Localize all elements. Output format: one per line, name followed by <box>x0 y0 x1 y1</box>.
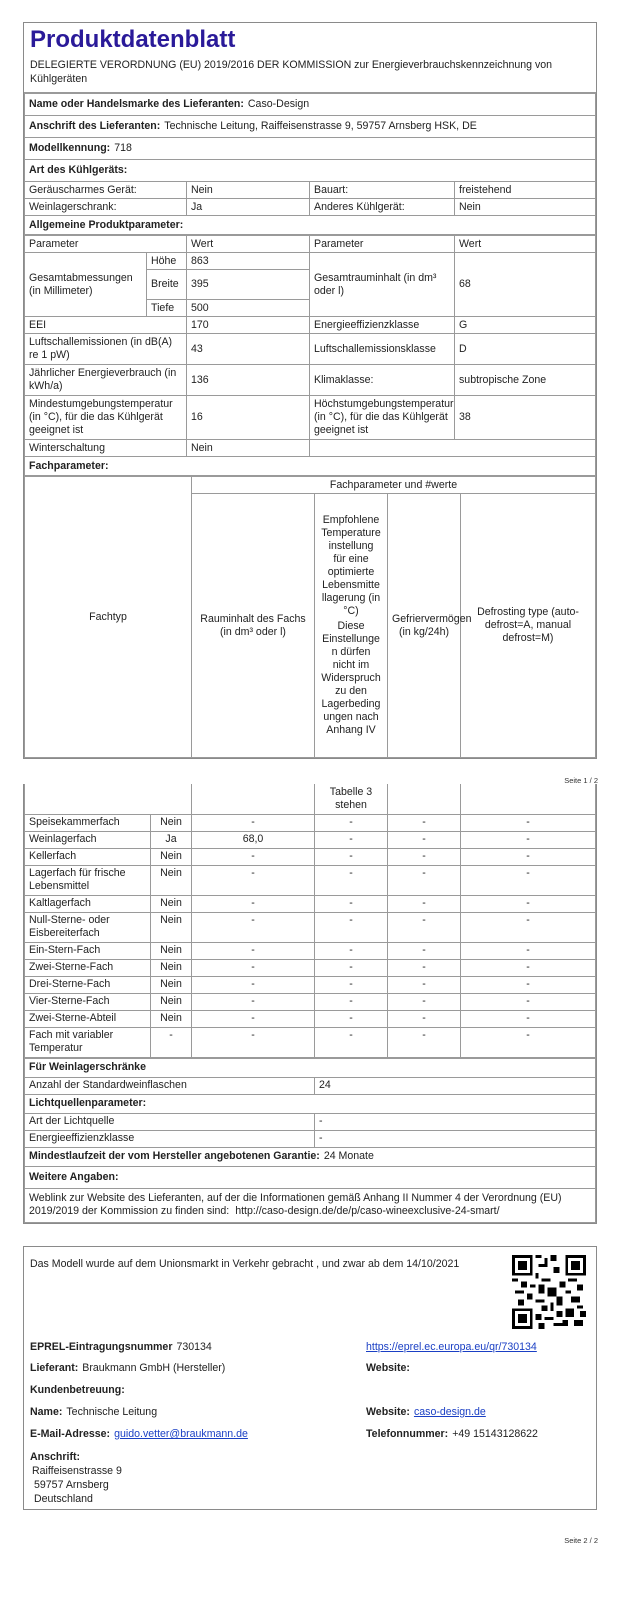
table-row <box>25 1010 596 1027</box>
compartment-name: Ein-Stern-Fach <box>25 942 151 959</box>
compartment-volume: - <box>192 848 315 865</box>
table-row <box>25 814 596 831</box>
group-header: Fachparameter und #werte <box>192 477 596 494</box>
compartment-volume: 68,0 <box>192 831 315 848</box>
depth-label: Tiefe <box>147 300 187 317</box>
light-class-label: Energieeffizienzklasse <box>25 1130 315 1147</box>
compartment-name: Speisekammerfach <box>25 814 151 831</box>
compartment-volume: - <box>192 942 315 959</box>
width-label: Breite <box>147 270 187 300</box>
compartment-defrost: - <box>461 895 596 912</box>
compartment-name: Zwei-Sterne-Fach <box>25 959 151 976</box>
volume-header: Rauminhalt des Fachs (in dm³ oder l) <box>192 494 315 758</box>
wine-heading: Für Weinlagerschränke <box>25 1058 596 1077</box>
wine-label: Weinlagerschrank: <box>25 199 187 216</box>
min-temp-value: 16 <box>187 396 310 440</box>
low-noise-label: Geräuscharmes Gerät: <box>25 182 187 199</box>
table-row <box>25 865 596 895</box>
compartment-temp: - <box>315 912 388 942</box>
compartment-temp: - <box>315 865 388 895</box>
regulation-text: DELEGIERTE VERORDNUNG (EU) 2019/2016 DER KOMMISSION zur Energieverbrauchskennzeichnung von Kühlgeräten <box>30 59 553 85</box>
light-heading: Lichtquellenparameter: <box>25 1094 596 1113</box>
compartment-freeze: - <box>388 1027 461 1057</box>
climate-label: Klimaklasse: <box>310 365 455 396</box>
freeze-header: Gefriervermögen (in kg/24h) <box>388 494 461 758</box>
address-line-2: 59757 Arnsberg <box>34 1479 109 1491</box>
compartment-volume: - <box>192 895 315 912</box>
compartment-freeze: - <box>388 865 461 895</box>
compartment-volume: - <box>192 912 315 942</box>
compartment-header-table <box>24 476 596 758</box>
compartment-temp: - <box>315 959 388 976</box>
dims-label: Gesamtabmessungen (in Millimeter) <box>25 253 147 317</box>
compartment-volume: - <box>192 814 315 831</box>
compartment-freeze: - <box>388 848 461 865</box>
further-text-cell <box>25 1188 596 1222</box>
service-heading: Kundenbetreuung: <box>30 1384 125 1396</box>
compartment-present: Nein <box>151 993 192 1010</box>
contact-website-link[interactable]: caso-design.de <box>413 1406 486 1418</box>
compartment-present: - <box>151 1027 192 1057</box>
compartment-present: Nein <box>151 865 192 895</box>
qr-code-icon[interactable] <box>512 1255 586 1329</box>
eclass-value: G <box>455 317 596 334</box>
compartment-defrost: - <box>461 942 596 959</box>
market-text: Das Modell wurde auf dem Unionsmarkt in Verkehr gebracht , und zwar ab dem 14/10/2021 <box>30 1258 460 1270</box>
max-temp-label: Höchstumgebungstemperatur (in °C), für die das Kühlgerät geeignet ist <box>310 396 455 440</box>
winter-label: Winterschaltung <box>25 440 187 457</box>
min-temp-label: Mindestumgebungstemperatur (in °C), für die das Kühlgerät geeignet ist <box>25 396 187 440</box>
compartment-freeze: - <box>388 895 461 912</box>
further-heading: Weitere Angaben: <box>25 1166 596 1188</box>
design-value: freistehend <box>455 182 596 199</box>
further-text: Weblink zur Website des Lieferanten, auf der die Informationen gemäß Anhang II Nummer 4 der Verordnung (EU) 2019/2019 der Kommission zu finden sind: <box>29 1192 562 1217</box>
compartment-volume: - <box>192 1027 315 1057</box>
compartment-volume: - <box>192 959 315 976</box>
height-value: 863 <box>187 253 310 270</box>
max-temp-value: 38 <box>455 396 596 440</box>
table-row <box>25 1027 596 1057</box>
col-param-2: Parameter <box>310 236 455 253</box>
compartment-defrost: - <box>461 976 596 993</box>
annual-value: 136 <box>187 365 310 396</box>
supplier-row: Name oder Handelsmarke des Lieferanten: Caso-Design <box>25 94 596 116</box>
type-header: Fachtyp <box>25 477 192 758</box>
compartment-defrost: - <box>461 831 596 848</box>
temp-header-cont: Tabelle 3 stehen <box>315 784 388 814</box>
compartment-name: Lagerfach für frische Lebensmittel <box>25 865 151 895</box>
compartment-temp: - <box>315 976 388 993</box>
compartment-volume: - <box>192 1010 315 1027</box>
eei-value: 170 <box>187 317 310 334</box>
eprel-supplier-row: Lieferant: Braukmann GmbH (Hersteller) <box>30 1362 226 1374</box>
compartment-temp: - <box>315 942 388 959</box>
annual-label: Jährlicher Energieverbrauch (in kWh/a) <box>25 365 187 396</box>
warranty-row: Mindestlaufzeit der vom Hersteller angebotenen Garantie: 24 Monate <box>25 1147 596 1166</box>
contact-name-row: Name: Technische Leitung <box>30 1406 158 1418</box>
compartment-name: Fach mit variabler Temperatur <box>25 1027 151 1057</box>
compartment-defrost: - <box>461 912 596 942</box>
compartment-name: Kellerfach <box>25 848 151 865</box>
page-title: Produktdatenblatt <box>30 26 236 53</box>
other-value: Nein <box>455 199 596 216</box>
noise-value: 43 <box>187 334 310 365</box>
compartment-present: Nein <box>151 942 192 959</box>
compartment-name: Kaltlagerfach <box>25 895 151 912</box>
compartment-defrost: - <box>461 959 596 976</box>
bottles-value: 24 <box>315 1077 596 1094</box>
eei-label: EEI <box>25 317 187 334</box>
low-noise-value: Nein <box>187 182 310 199</box>
compartment-freeze: - <box>388 993 461 1010</box>
volume-value: 68 <box>455 253 596 317</box>
compartment-name: Zwei-Sterne-Abteil <box>25 1010 151 1027</box>
compartment-defrost: - <box>461 993 596 1010</box>
compartment-volume: - <box>192 993 315 1010</box>
temp-header: Empfohlene Temperatureinstellung für eine optimierte Lebensmittellagerung (in °C) Diese Einstellungen dürfen nicht im Widerspruch zu den Lagerbedingungen nach Anhang IV <box>315 494 388 758</box>
light-type-label: Art der Lichtquelle <box>25 1113 315 1130</box>
compartment-freeze: - <box>388 912 461 942</box>
further-url[interactable]: http://caso-design.de/de/p/caso-wineexclusive-24-smart/ <box>235 1205 500 1217</box>
table-row <box>25 993 596 1010</box>
compartment-present: Nein <box>151 959 192 976</box>
other-label: Anderes Kühlgerät: <box>310 199 455 216</box>
compartment-defrost: - <box>461 865 596 895</box>
compartment-freeze: - <box>388 814 461 831</box>
compartment-temp: - <box>315 993 388 1010</box>
compartment-name: Vier-Sterne-Fach <box>25 993 151 1010</box>
page-number-2: Seite 2 / 2 <box>564 1536 598 1545</box>
supplier-table <box>24 93 596 235</box>
page-number-1: Seite 1 / 2 <box>564 776 598 785</box>
climate-value: subtropische Zone <box>455 365 596 396</box>
address-line-3: Deutschland <box>34 1493 93 1505</box>
wine-light-table <box>24 1058 596 1223</box>
col-value-2: Wert <box>455 236 596 253</box>
table-row <box>25 848 596 865</box>
compartment-volume: - <box>192 865 315 895</box>
compartment-temp: - <box>315 1010 388 1027</box>
height-label: Höhe <box>147 253 187 270</box>
eclass-label: Energieeffizienzklasse <box>310 317 455 334</box>
contact-phone-row: Telefonnummer: +49 15143128622 <box>366 1428 538 1440</box>
col-param: Parameter <box>25 236 187 253</box>
noise-class-value: D <box>455 334 596 365</box>
width-value: 395 <box>187 270 310 300</box>
general-heading: Allgemeine Produktparameter: <box>25 216 596 235</box>
compartment-name: Drei-Sterne-Fach <box>25 976 151 993</box>
compartment-freeze: - <box>388 831 461 848</box>
compartment-defrost: - <box>461 1027 596 1057</box>
appliance-type-heading: Art des Kühlgeräts: <box>25 160 596 182</box>
eprel-link[interactable]: https://eprel.ec.europa.eu/qr/730134 <box>366 1341 537 1353</box>
compartment-present: Nein <box>151 895 192 912</box>
contact-address <box>30 1450 122 1506</box>
compartment-present: Nein <box>151 1010 192 1027</box>
compartment-freeze: - <box>388 959 461 976</box>
compartment-volume: - <box>192 976 315 993</box>
table-row <box>25 912 596 942</box>
eprel-website-label: Website: <box>366 1362 410 1374</box>
address-label: Anschrift: <box>30 1451 81 1463</box>
compartment-present: Nein <box>151 814 192 831</box>
compartment-present: Nein <box>151 848 192 865</box>
compartment-temp: - <box>315 848 388 865</box>
noise-class-label: Luftschallemissionsklasse <box>310 334 455 365</box>
light-class-value: - <box>315 1130 596 1147</box>
compartment-present: Nein <box>151 912 192 942</box>
model-row: Modellkennung: 718 <box>25 138 596 160</box>
table-row <box>25 895 596 912</box>
contact-website-row: Website: caso-design.de <box>366 1406 486 1418</box>
wine-value: Ja <box>187 199 310 216</box>
contact-email-link[interactable]: guido.vetter@braukmann.de <box>114 1428 248 1440</box>
compartment-table <box>24 784 596 1058</box>
address-line-1: Raiffeisenstrasse 9 <box>32 1465 122 1477</box>
compartment-present: Nein <box>151 976 192 993</box>
light-type-value: - <box>315 1113 596 1130</box>
compartment-freeze: - <box>388 942 461 959</box>
compartment-present: Ja <box>151 831 192 848</box>
defrost-header: Defrosting type (auto-defrost=A, manual defrost=M) <box>461 494 596 758</box>
depth-value: 500 <box>187 300 310 317</box>
volume-label: Gesamtrauminhalt (in dm³ oder l) <box>310 253 455 317</box>
col-value: Wert <box>187 236 310 253</box>
contact-email-row: E-Mail-Adresse: guido.vetter@braukmann.de <box>30 1428 248 1440</box>
compartment-freeze: - <box>388 976 461 993</box>
product-sheet-continuation <box>23 784 597 1224</box>
table-row <box>25 831 596 848</box>
general-params-table <box>24 235 596 476</box>
compartment-defrost: - <box>461 814 596 831</box>
compartments-heading: Fachparameter: <box>25 457 596 476</box>
compartment-temp: - <box>315 831 388 848</box>
design-label: Bauart: <box>310 182 455 199</box>
compartment-temp: - <box>315 895 388 912</box>
table-row <box>25 976 596 993</box>
compartment-temp: - <box>315 1027 388 1057</box>
noise-label: Luftschallemissionen (in dB(A) re 1 pW) <box>25 334 187 365</box>
table-row <box>25 942 596 959</box>
table-row <box>25 959 596 976</box>
compartment-freeze: - <box>388 1010 461 1027</box>
compartment-defrost: - <box>461 848 596 865</box>
eprel-number-row: EPREL-Eintragungsnummer 730134 <box>30 1341 212 1353</box>
bottles-label: Anzahl der Standardweinflaschen <box>25 1077 315 1094</box>
compartment-name: Null-Sterne- oder Eisbereiterfach <box>25 912 151 942</box>
eprel-box <box>23 1246 597 1510</box>
address-row: Anschrift des Lieferanten: Technische Leitung, Raiffeisenstrasse 9, 59757 Arnsberg HSK, DE <box>25 116 596 138</box>
compartment-temp: - <box>315 814 388 831</box>
winter-value: Nein <box>187 440 310 457</box>
product-sheet-page1 <box>23 22 597 759</box>
compartment-name: Weinlagerfach <box>25 831 151 848</box>
compartment-defrost: - <box>461 1010 596 1027</box>
